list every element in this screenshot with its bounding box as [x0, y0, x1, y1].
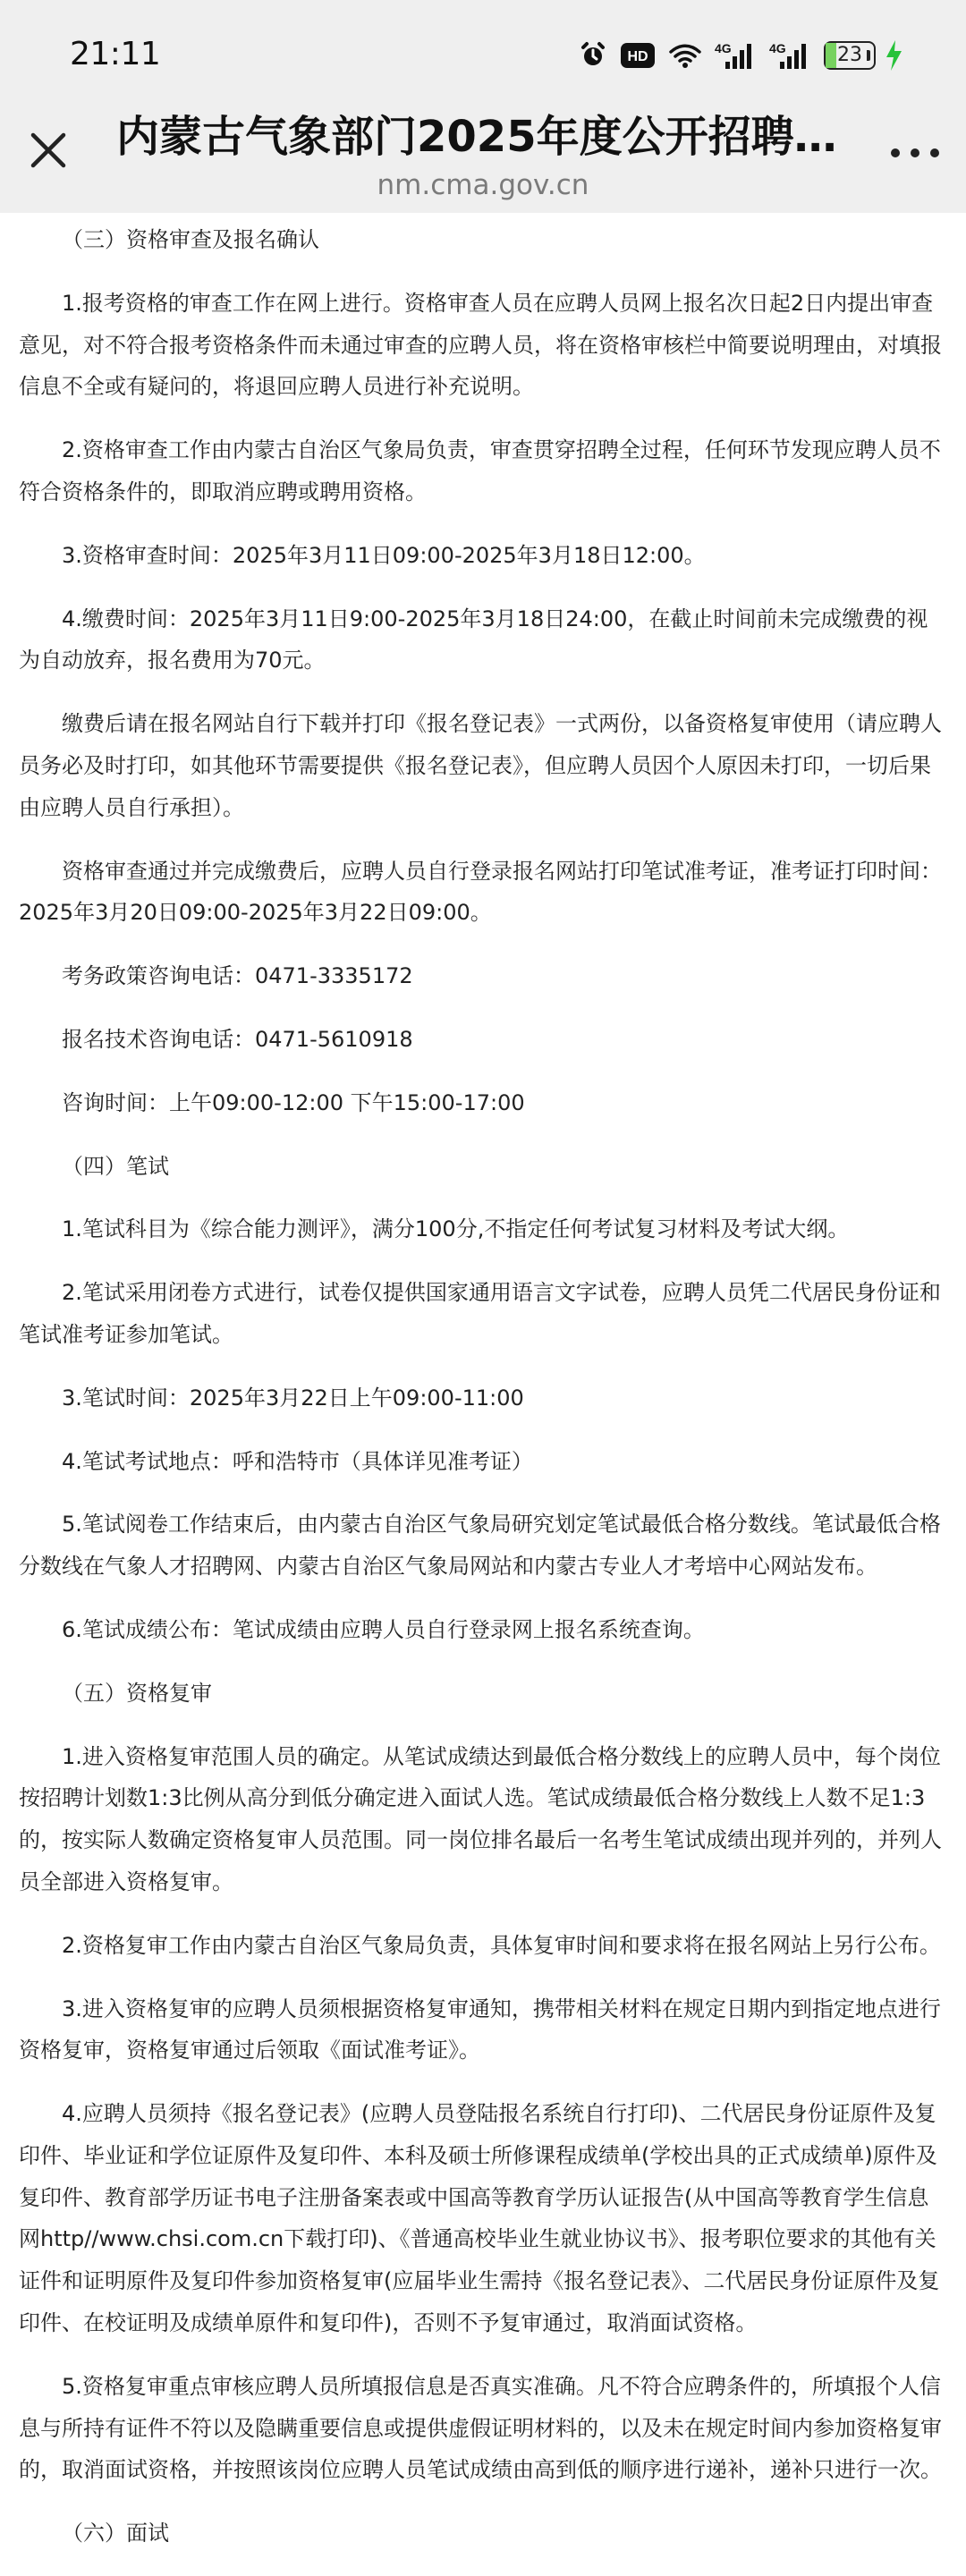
paragraph: 3.进入资格复审的应聘人员须根据资格复审通知，携带相关材料在规定日期内到指定地点进行资格复审，资格复审通过后领取《面试准考证》。 [19, 1996, 941, 2063]
article-content[interactable] [0, 213, 966, 2546]
wifi-icon [667, 41, 703, 70]
paragraph: 6.笔试成绩公布：笔试成绩由应聘人员自行登录网上报名系统查询。 [62, 1616, 705, 1642]
paragraph: 5.资格复审重点审核应聘人员所填报信息是否真实准确。凡不符合应聘条件的，所填报个人信息与所持有证件不符以及隐瞒重要信息或提供虚假证明材料的，以及未在规定时间内参加资格复审的，取消面试资格，并按照该岗位应聘人员笔试成绩由高到低的顺序进行递补，递补只进行一次。 [19, 2373, 942, 2483]
close-icon [28, 130, 69, 171]
charging-icon [882, 39, 905, 72]
paragraph: （三）资格审查及报名确认 [62, 227, 319, 252]
more-icon [889, 146, 941, 160]
paragraph: 考务政策咨询电话：0471-3335172 [62, 963, 413, 989]
status-bar [0, 0, 966, 107]
paragraph: 4.缴费时间：2025年3月11日9:00-2025年3月18日24:00，在截止时间前未完成缴费的视为自动放弃，报名费用为70元。 [19, 606, 928, 674]
status-time: 21:11 [70, 36, 161, 72]
paragraph: 5.笔试阅卷工作结束后，由内蒙古自治区气象局研究划定笔试最低合格分数线。笔试最低合格分数线在气象人才招聘网、内蒙古自治区气象局网站和内蒙古专业人才考培中心网站发布。 [19, 1512, 941, 1580]
close-button[interactable] [21, 123, 75, 177]
paragraph: 咨询时间：上午09:00-12:00 下午15:00-17:00 [62, 1089, 525, 1115]
signal-4g-icon [715, 40, 758, 71]
page-url[interactable]: nm.cma.gov.cn [377, 169, 589, 201]
page-title: 内蒙古气象部门2025年度公开招聘… [116, 112, 837, 162]
paragraph: 缴费后请在报名网站自行下载并打印《报名登记表》一式两份，以备资格复审使用（请应聘人员务必及时打印，如其他环节需要提供《报名登记表》，但应聘人员因个人原因未打印，一切后果由应聘人员自行承担）。 [19, 711, 942, 820]
signal-4g-icon-2 [769, 40, 812, 71]
battery-indicator [824, 41, 876, 70]
paragraph: 4.应聘人员须持《报名登记表》(应聘人员登陆报名系统自行打印)、二代居民身份证原件及复印件、毕业证和学位证原件及复印件、本科及硕士所修课程成绩单(学校出具的正式成绩单)原件及复印件、教育部学历证书电子注册备案表或中国高等教育学历认证报告(从中国高等教育学生信息网http//www.chsi.com.cn下载打印)、《普通高校毕业生就业协议书》、报考职位要求的其他有关证件和证明原件及复印件参加资格复审(应届毕业生需持《报名登记表》、二代居民身份证原件及复印件、在校证明及成绩单原件和复印件)，否则不予复审通过，取消面试资格。 [19, 2101, 940, 2336]
hd-icon [620, 41, 656, 70]
paragraph: 3.笔试时间：2025年3月22日上午09:00-11:00 [62, 1385, 524, 1411]
signal-label: 4G [715, 41, 732, 55]
paragraph: 报名技术咨询电话：0471-5610918 [62, 1026, 413, 1052]
paragraph: 3.资格审查时间：2025年3月11日09:00-2025年3月18日12:00。 [62, 542, 706, 568]
article-body [0, 198, 966, 2576]
more-button[interactable] [887, 141, 943, 165]
top-bar [0, 0, 966, 213]
signal-label-2: 4G [769, 41, 786, 55]
battery-icon [824, 41, 870, 70]
paragraph: （五）资格复审 [62, 1680, 212, 1706]
paragraph: （六）面试 [62, 2521, 169, 2546]
alarm-icon [578, 40, 608, 71]
paragraph: 1.进入资格复审范围人员的确定。从笔试成绩达到最低合格分数线上的应聘人员中，每个岗位按招聘计划数1:3比例从高分到低分确定进入面试人选。笔试成绩最低合格分数线上人数不足1:3的，按实际人数确定资格复审人员范围。同一岗位排名最后一名考生笔试成绩出现并列的，并列人员全部进入资格复审。 [19, 1743, 942, 1894]
paragraph: 2.资格复审工作由内蒙古自治区气象局负责，具体复审时间和要求将在报名网站上另行公布。 [62, 1932, 941, 1958]
paragraph: （四）笔试 [62, 1153, 169, 1179]
hd-label: HD [627, 49, 648, 64]
paragraph: 2.资格审查工作由内蒙古自治区气象局负责，审查贯穿招聘全过程，任何环节发现应聘人员不符合资格条件的，即取消应聘或聘用资格。 [19, 437, 941, 504]
paragraph: 2.笔试采用闭卷方式进行，试卷仅提供国家通用语言文字试卷，应聘人员凭二代居民身份证和笔试准考证参加笔试。 [19, 1280, 941, 1347]
browser-header [0, 100, 966, 213]
battery-level: 23 [837, 44, 862, 66]
battery-fill [826, 43, 836, 68]
paragraph: 资格审查通过并完成缴费后，应聘人员自行登录报名网站打印笔试准考证，准考证打印时间：2025年3月20日09:00-2025年3月22日09:00。 [19, 858, 942, 926]
paragraph: 1.报考资格的审查工作在网上进行。资格审查人员在应聘人员网上报名次日起2日内提出审查意见，对不符合报考资格条件而未通过审查的应聘人员，将在资格审核栏中简要说明理由，对填报信息不全或有疑问的，将退回应聘人员进行补充说明。 [19, 290, 942, 400]
paragraph: 4.笔试考试地点：呼和浩特市（具体详见准考证） [62, 1448, 533, 1474]
paragraph: 1.笔试科目为《综合能力测评》，满分100分,不指定任何考试复习材料及考试大纲。 [62, 1216, 850, 1242]
status-icons [578, 34, 905, 77]
